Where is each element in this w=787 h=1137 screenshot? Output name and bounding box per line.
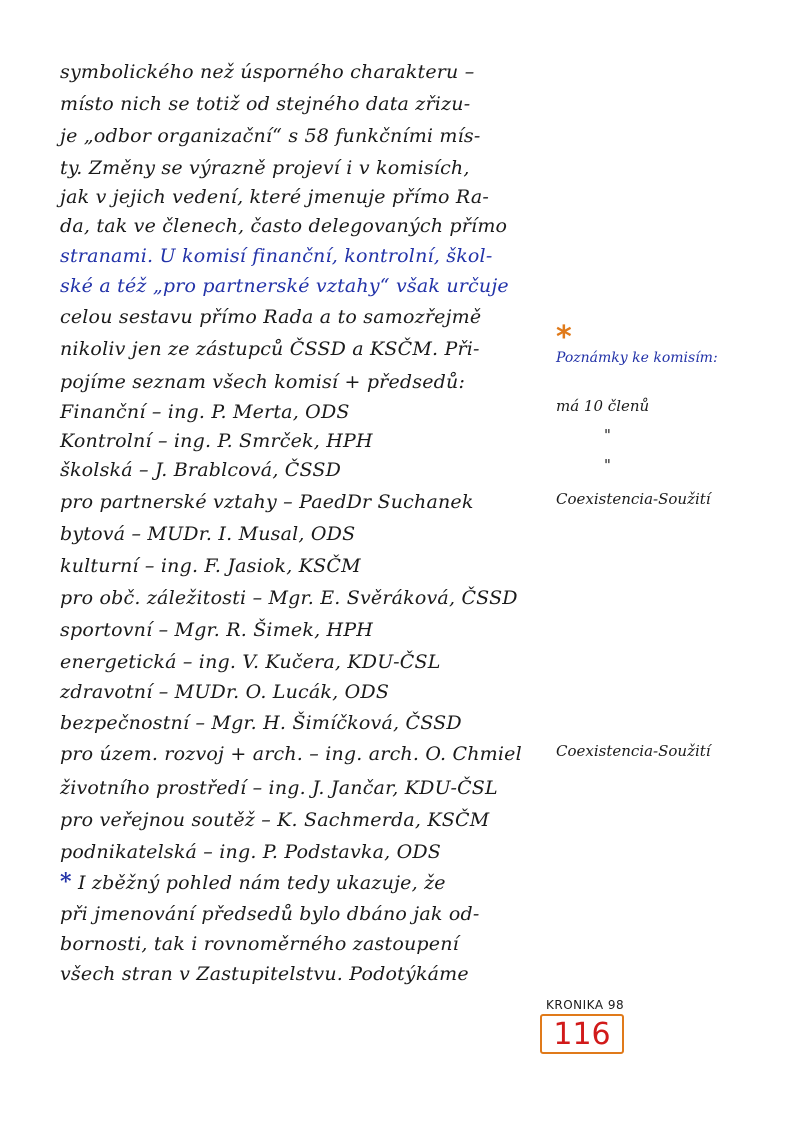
text-line-part: da, tak ve členech, často delegovaných přímo	[60, 215, 508, 237]
text-line: všech stran v Zastupitelstvu. Podotýkáme	[60, 963, 469, 985]
margin-note: Coexistencia-Soužití	[556, 742, 711, 760]
commission-line: Finanční – ing. P. Merta, ODS	[60, 401, 350, 423]
commission-line: pro veřejnou soutěž – K. Sachmerda, KSČM	[60, 809, 490, 831]
text-line-blue: ské a též „pro partnerské vztahy“ však určuje	[60, 275, 509, 297]
commission-line: školská – J. Brablcová, ČSSD	[60, 459, 342, 481]
commission-line: podnikatelská – ing. P. Podstavka, ODS	[60, 841, 442, 863]
commission-line: bytová – MUDr. I. Musal, ODS	[60, 523, 356, 545]
text-line: nikoliv jen ze zástupců ČSSD a KSČM. Při-	[60, 338, 480, 360]
text-line	[60, 185, 489, 209]
commission-line: zdravotní – MUDr. O. Lucák, ODS	[60, 681, 390, 703]
asterisk-icon: *	[556, 320, 572, 355]
commission-line: sportovní – Mgr. R. Šimek, HPH	[60, 619, 374, 641]
text-line: celou sestavu přímo Rada a to samozřejmě	[60, 306, 482, 328]
margin-heading: Poznámky ke komisím:	[556, 350, 718, 366]
commission-line: kulturní – ing. F. Jasiok, KSČM	[60, 555, 361, 577]
text-line	[60, 214, 507, 238]
text-line: symbolického než úsporného charakteru –	[60, 61, 475, 83]
text-line-part: jak v jejich vedení, které jmenuje přímo Ra-	[60, 186, 490, 208]
margin-note: Coexistencia-Soužití	[556, 490, 711, 508]
commission-line: bezpečnostní – Mgr. H. Šimíčková, ČSSD	[60, 712, 462, 734]
text-line-blue: stranami. U komisí finanční, kontrolní, škol-	[60, 245, 493, 267]
text-line	[60, 870, 446, 895]
margin-ditto: "	[604, 456, 611, 474]
text-line: je „odbor organizační“ s 58 funkčními mís-	[60, 125, 481, 147]
chronicle-label: KRONIKA 98	[546, 998, 625, 1012]
text-line: ty. Změny se výrazně projeví i v komisích,	[60, 157, 470, 179]
text-line: bornosti, tak i rovnoměrného zastoupení	[60, 933, 459, 955]
commission-line: pro obč. záležitosti – Mgr. E. Svěráková, ČSSD	[60, 587, 518, 609]
asterisk-icon: *	[60, 869, 72, 895]
page-number: 116	[540, 1014, 624, 1054]
commission-line: Kontrolní – ing. P. Smrček, HPH	[60, 430, 373, 452]
text-line-part: I zběžný pohled nám tedy ukazuje, že	[77, 872, 446, 894]
text-line: místo nich se totiž od stejného data zřizu-	[60, 93, 471, 115]
commission-line: životního prostředí – ing. J. Jančar, KDU-ČSL	[60, 777, 498, 799]
commission-line: energetická – ing. V. Kučera, KDU-ČSL	[60, 651, 441, 673]
commission-line: pro partnerské vztahy – PaedDr Suchanek	[60, 491, 474, 513]
margin-ditto: "	[604, 426, 611, 444]
text-line: pojíme seznam všech komisí + předsedů:	[60, 371, 466, 393]
commission-line: pro územ. rozvoj + arch. – ing. arch. O. Chmiel	[60, 743, 522, 765]
margin-note: má 10 členů	[556, 397, 650, 415]
text-line: při jmenování předsedů bylo dbáno jak od-	[60, 903, 480, 925]
